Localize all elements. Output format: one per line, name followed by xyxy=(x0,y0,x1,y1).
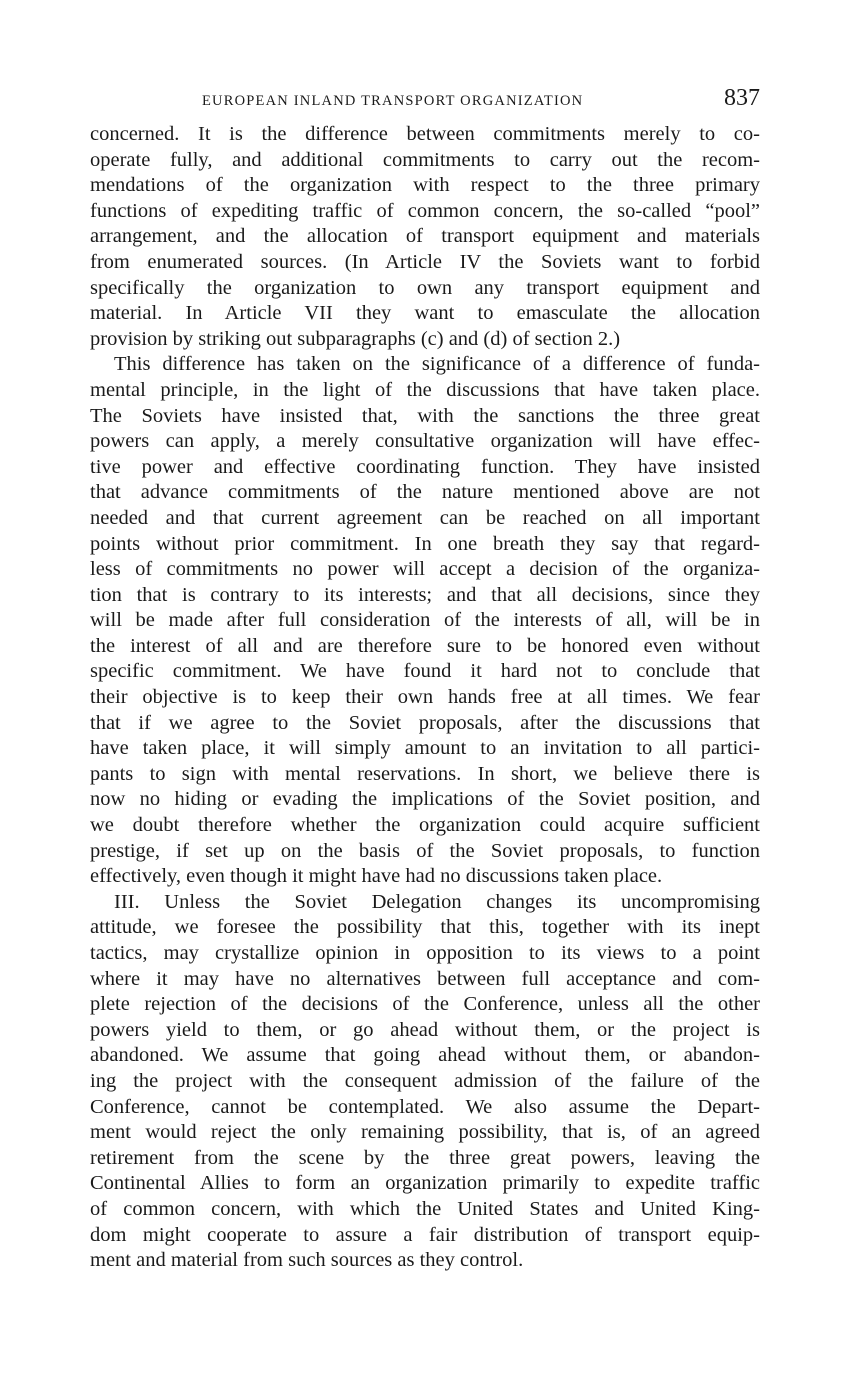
text-line: powers yield to them, or go ahead without them, or the project is xyxy=(90,1018,760,1041)
text-line: the interest of all and are therefore sure to be honored even without xyxy=(90,634,760,657)
text-line: tion that is contrary to its interests; and that all decisions, since they xyxy=(90,583,760,606)
text-line: specifically the organization to own any transport equipment and xyxy=(90,276,760,299)
running-title: EUROPEAN INLAND TRANSPORT ORGANIZATION xyxy=(202,93,584,109)
running-header xyxy=(90,85,760,122)
text-line: attitude, we foresee the possibility that this, together with its inept xyxy=(90,916,760,939)
text-line: The Soviets have insisted that, with the sanctions the three great xyxy=(90,404,760,427)
text-line: specific commitment. We have found it hard not to conclude that xyxy=(90,660,760,683)
text-line: abandoned. We assume that going ahead without them, or abandon- xyxy=(90,1044,760,1067)
text-line: retirement from the scene by the three great powers, leaving the xyxy=(90,1146,760,1169)
text-line: provision by striking out subparagraphs (c) and (d) of section 2.) xyxy=(90,327,621,350)
text-line: where it may have no alternatives between full acceptance and com- xyxy=(90,967,760,990)
text-line: ing the project with the consequent admission of the failure of the xyxy=(90,1069,760,1092)
text-line: arrangement, and the allocation of transport equipment and materials xyxy=(90,225,760,248)
text-line: mental principle, in the light of the discussions that have taken place. xyxy=(90,378,760,401)
text-line: Conference, cannot be contemplated. We also assume the Depart- xyxy=(90,1095,760,1118)
text-line: This difference has taken on the significance of a difference of funda- xyxy=(114,353,760,376)
text-line: now no hiding or evading the implications of the Soviet position, and xyxy=(90,788,760,811)
document-page xyxy=(90,85,760,1274)
text-line: effectively, even though it might have had no discussions taken place. xyxy=(90,865,663,888)
text-line: tive power and effective coordinating function. They have insisted xyxy=(90,455,760,478)
text-line: have taken place, it will simply amount to an invitation to all partici- xyxy=(90,737,760,760)
text-line: from enumerated sources. (In Article IV the Soviets want to forbid xyxy=(90,250,760,273)
text-line: concerned. It is the difference between commitments merely to co- xyxy=(90,123,760,145)
text-line: plete rejection of the decisions of the Conference, unless all the other xyxy=(90,993,760,1016)
text-line: of common concern, with which the United States and United King- xyxy=(90,1197,760,1220)
body-text xyxy=(90,122,760,1274)
text-line: powers can apply, a merely consultative organization will have effec- xyxy=(90,430,760,453)
text-line: ment and material from such sources as they control. xyxy=(90,1249,524,1272)
paragraph xyxy=(90,352,760,889)
text-line: less of commitments no power will accept a decision of the organiza- xyxy=(90,558,760,581)
text-line: pants to sign with mental reservations. In short, we believe there is xyxy=(90,762,760,785)
text-line: that if we agree to the Soviet proposals, after the discussions that xyxy=(90,711,760,734)
text-line: will be made after full consideration of the interests of all, will be in xyxy=(90,609,760,632)
paragraph xyxy=(90,890,760,1274)
text-line: prestige, if set up on the basis of the Soviet proposals, to function xyxy=(90,839,760,862)
text-line: ment would reject the only remaining possibility, that is, of an agreed xyxy=(90,1121,760,1144)
text-line: needed and that current agreement can be reached on all important xyxy=(90,506,760,529)
text-line: dom might cooperate to assure a fair distribution of transport equip- xyxy=(90,1223,760,1246)
text-line: mendations of the organization with respect to the three primary xyxy=(90,174,760,197)
text-line: operate fully, and additional commitments to carry out the recom- xyxy=(90,148,760,171)
text-line: material. In Article VII they want to emasculate the allocation xyxy=(90,302,760,325)
text-line: Continental Allies to form an organization primarily to expedite traffic xyxy=(90,1172,760,1195)
text-line: their objective is to keep their own hands free at all times. We fear xyxy=(90,686,760,709)
text-line: points without prior commitment. In one breath they say that regard- xyxy=(90,532,760,555)
text-line: III. Unless the Soviet Delegation changes its uncompromising xyxy=(114,890,760,913)
page-number: 837 xyxy=(724,85,760,111)
paragraph xyxy=(90,122,760,352)
text-line: we doubt therefore whether the organization could acquire sufficient xyxy=(90,814,760,837)
text-line: functions of expediting traffic of common concern, the so-called “pool” xyxy=(90,199,760,222)
text-line: that advance commitments of the nature mentioned above are not xyxy=(90,481,760,504)
text-line: tactics, may crystallize opinion in opposition to its views to a point xyxy=(90,942,760,964)
